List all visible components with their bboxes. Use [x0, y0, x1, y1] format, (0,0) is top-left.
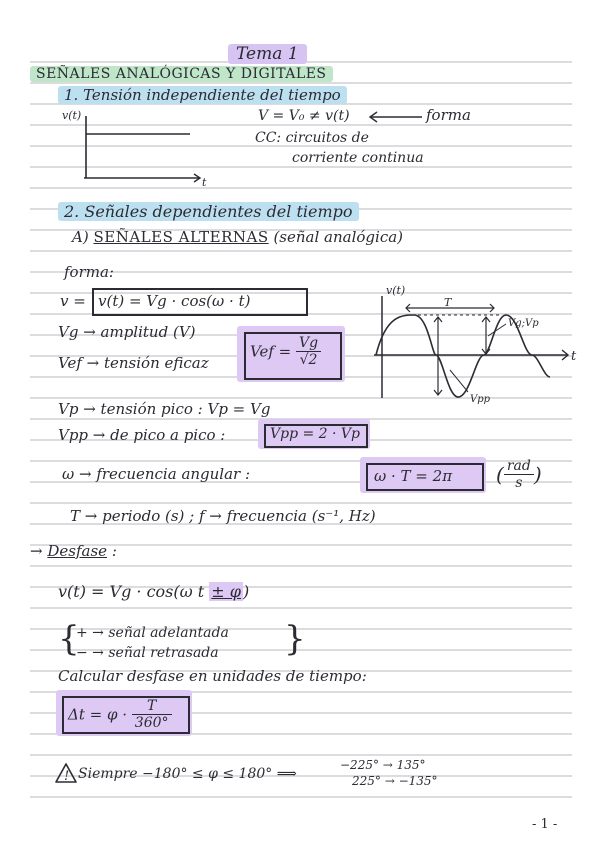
- desfase-calc-text: Calcular desfase en unidades de tiempo:: [58, 667, 367, 685]
- warning-icon: [54, 762, 78, 784]
- dt-formula-left: Δt = φ ·: [68, 705, 128, 724]
- vef-fraction: [296, 335, 321, 368]
- desfase-eq-left: v(t) = Vg · cos(ω t: [58, 582, 205, 601]
- dt-numerator: T: [132, 698, 172, 715]
- desfase-title: Desfase: [47, 542, 108, 560]
- dt-formula: [68, 698, 172, 731]
- forma-label: forma:: [64, 263, 114, 281]
- desfase-heading: [30, 542, 117, 560]
- desfase-colon: :: [111, 542, 117, 560]
- desfase-equation: [58, 582, 249, 601]
- desfase-minus: − → señal retrasada: [76, 645, 219, 661]
- desfase-arrow: →: [30, 542, 43, 560]
- arrow-left-icon: [366, 108, 424, 126]
- dc-voltage-graph: [58, 106, 218, 190]
- omega-box-text: ω · T = 2π: [374, 467, 453, 485]
- omega-unit-den: s: [515, 475, 523, 491]
- dc-axis-x-label: t: [202, 176, 207, 189]
- vp-definition: Vp → tensión pico : Vp = Vg: [58, 400, 271, 418]
- dc-cc-line2: corriente continua: [292, 150, 424, 166]
- desfase-eq-right: ): [243, 582, 250, 601]
- page-title: Tema 1: [228, 44, 307, 64]
- desfase-example-2: 225° → −135°: [352, 774, 438, 788]
- brace-right: }: [284, 619, 306, 659]
- vef-numerator: Vg: [296, 335, 321, 352]
- omega-unit-num: rad: [504, 458, 534, 475]
- dc-equation: V = V₀ ≠ v(t): [258, 108, 350, 124]
- section-2-heading: 2. Señales dependientes del tiempo: [58, 202, 359, 221]
- desfase-plus: + → señal adelantada: [76, 625, 229, 641]
- dc-cc-line1: CC: circuitos de: [255, 130, 369, 146]
- desfase-siempre: Siempre −180° ≤ φ ≤ 180° ⟹: [78, 766, 297, 782]
- page-subtitle: SEÑALES ANALÓGICAS Y DIGITALES: [30, 66, 333, 82]
- ac-period-label: T: [444, 296, 452, 309]
- dt-denominator: 360°: [134, 715, 169, 731]
- omega-unit-fraction: [504, 458, 534, 491]
- vpp-box-text: Vpp = 2 · Vp: [270, 426, 360, 442]
- vg-definition: Vg → amplitud (V): [58, 323, 196, 341]
- omega-definition: ω → frecuencia angular :: [62, 465, 251, 483]
- vef-formula-left: Vef =: [250, 342, 292, 361]
- brace-left: {: [58, 619, 80, 659]
- period-frequency-definition: T → periodo (s) ; f → frecuencia (s⁻¹, Hz): [70, 507, 376, 525]
- ac-vpp-label: Vpp: [470, 394, 491, 405]
- page-number: - 1 -: [532, 817, 558, 832]
- ac-voltage-graph: [370, 280, 592, 412]
- section-2a-paren: (señal analógica): [273, 228, 404, 246]
- desfase-example-1: −225° → 135°: [340, 758, 426, 772]
- warning-icon-mark: !: [64, 769, 70, 784]
- v-eq-left: v =: [60, 292, 86, 310]
- section-2a-heading: [72, 228, 403, 246]
- dt-fraction: [132, 698, 172, 731]
- dc-axis-y-label: v(t): [62, 109, 82, 122]
- ac-amplitude-label: Vg;Vp: [508, 318, 539, 329]
- v-eq-box-text: v(t) = Vg · cos(ω · t): [98, 292, 251, 310]
- ac-axis-y-label: v(t): [386, 284, 406, 297]
- vpp-definition: Vpp → de pico a pico :: [58, 426, 226, 444]
- dc-forma-label: forma: [426, 106, 471, 124]
- omega-unit: ( $\frac{\text{rad}}{s}$ ): [496, 458, 542, 491]
- vef-definition: Vef → tensión eficaz: [58, 354, 209, 372]
- vef-formula: [250, 335, 321, 368]
- section-2a-prefix: A): [72, 228, 89, 246]
- section-2a-title: SEÑALES ALTERNAS: [93, 228, 269, 246]
- desfase-eq-phi: ± φ: [211, 582, 241, 601]
- ac-axis-x-label: t: [571, 349, 577, 364]
- vef-denominator: √2: [299, 352, 318, 368]
- section-1-heading: 1. Tensión independiente del tiempo: [58, 86, 347, 104]
